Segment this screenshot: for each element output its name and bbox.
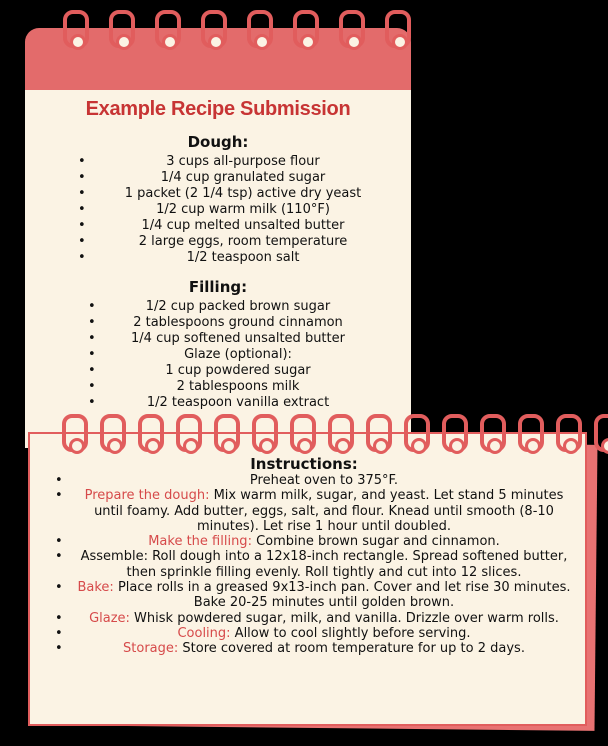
step-text: Combine brown sugar and cinnamon. bbox=[251, 534, 500, 550]
binder-ring-icon bbox=[155, 10, 181, 48]
step-text: Preheat oven to 375°F. bbox=[249, 473, 399, 488]
list-item: • 1/2 teaspoon salt bbox=[78, 250, 408, 266]
binder-ring-icon bbox=[366, 414, 392, 452]
list-item: • 1/2 cup packed brown sugar bbox=[88, 299, 388, 315]
binder-ring-icon bbox=[201, 10, 227, 48]
step-text: Place rolls in a greased 9x13-inch pan. Cover and let rise 30 minutes. Bake 20-25 minutes until golden brown. bbox=[113, 580, 571, 611]
instruction-step bbox=[55, 473, 575, 488]
binder-ring-icon bbox=[518, 414, 544, 452]
binder-ring-icon bbox=[404, 414, 430, 452]
step-label: Glaze: bbox=[89, 610, 130, 626]
binder-ring-icon bbox=[290, 414, 316, 452]
instructions-list bbox=[55, 473, 575, 657]
list-item: • 1 packet (2 1/4 tsp) active dry yeast bbox=[78, 186, 408, 202]
binder-ring-icon bbox=[62, 414, 88, 452]
list-item: • 1/2 teaspoon vanilla extract bbox=[88, 395, 388, 411]
instruction-step bbox=[55, 641, 575, 656]
instructions-heading: Instructions: bbox=[250, 455, 358, 473]
binder-ring-icon bbox=[252, 414, 278, 452]
instruction-step bbox=[55, 626, 575, 641]
binder-ring-icon bbox=[138, 414, 164, 452]
list-item: • 3 cups all-purpose flour bbox=[78, 154, 408, 170]
page-title: Example Recipe Submission bbox=[85, 98, 351, 120]
dough-heading: Dough: bbox=[187, 133, 249, 151]
filling-list bbox=[88, 299, 388, 411]
binder-ring-icon bbox=[214, 414, 240, 452]
binder-ring-icon bbox=[556, 414, 582, 452]
list-item: • 1/4 cup softened unsalted butter bbox=[88, 331, 388, 347]
step-label: Storage: bbox=[123, 641, 179, 657]
binder-ring-icon bbox=[328, 414, 354, 452]
step-text: Mix warm milk, sugar, and yeast. Let stand 5 minutes until foamy. Add butter, eggs, salt, and flour. Knead until smooth (8-10 minutes). Let rise 1 hour until doubled. bbox=[94, 488, 564, 534]
step-label: Cooling: bbox=[177, 625, 231, 641]
binder-ring-icon bbox=[385, 10, 411, 48]
binder-ring-icon bbox=[339, 10, 365, 48]
step-text: Store covered at room temperature for up to 2 days. bbox=[178, 641, 525, 657]
step-label: Prepare the dough: bbox=[84, 488, 210, 504]
binder-ring-icon bbox=[594, 414, 608, 452]
instruction-step bbox=[55, 534, 575, 549]
binder-ring-icon bbox=[100, 414, 126, 452]
step-text: Assemble: Roll dough into a 12x18-inch rectangle. Spread softened butter, then sprinkle filling evenly. Roll tightly and cut into 12 slices. bbox=[80, 549, 568, 580]
binder-ring-icon bbox=[63, 10, 89, 48]
step-text: Allow to cool slightly before serving. bbox=[230, 625, 471, 641]
instruction-step bbox=[55, 580, 575, 611]
list-item: • 2 large eggs, room temperature bbox=[78, 234, 408, 250]
binder-ring-icon bbox=[293, 10, 319, 48]
filling-heading: Filling: bbox=[188, 278, 248, 296]
step-text: Whisk powdered sugar, milk, and vanilla. Drizzle over warm rolls. bbox=[129, 610, 559, 626]
dough-list bbox=[78, 154, 408, 266]
binder-ring-icon bbox=[442, 414, 468, 452]
binder-ring-icon bbox=[109, 10, 135, 48]
list-item: • 1/2 cup warm milk (110°F) bbox=[78, 202, 408, 218]
step-label: Bake: bbox=[77, 580, 114, 596]
instruction-step bbox=[55, 488, 575, 534]
instruction-step bbox=[55, 549, 575, 580]
list-item: • 1 cup powdered sugar bbox=[88, 363, 388, 379]
list-item: • Glaze (optional): bbox=[88, 347, 388, 363]
list-item: • 1/4 cup melted unsalted butter bbox=[78, 218, 408, 234]
list-item: • 2 tablespoons ground cinnamon bbox=[88, 315, 388, 331]
instruction-step bbox=[55, 611, 575, 626]
list-item: • 1/4 cup granulated sugar bbox=[78, 170, 408, 186]
binder-ring-icon bbox=[480, 414, 506, 452]
binder-ring-icon bbox=[176, 414, 202, 452]
list-item: • 2 tablespoons milk bbox=[88, 379, 388, 395]
binder-ring-icon bbox=[247, 10, 273, 48]
step-label: Make the filling: bbox=[148, 534, 252, 550]
